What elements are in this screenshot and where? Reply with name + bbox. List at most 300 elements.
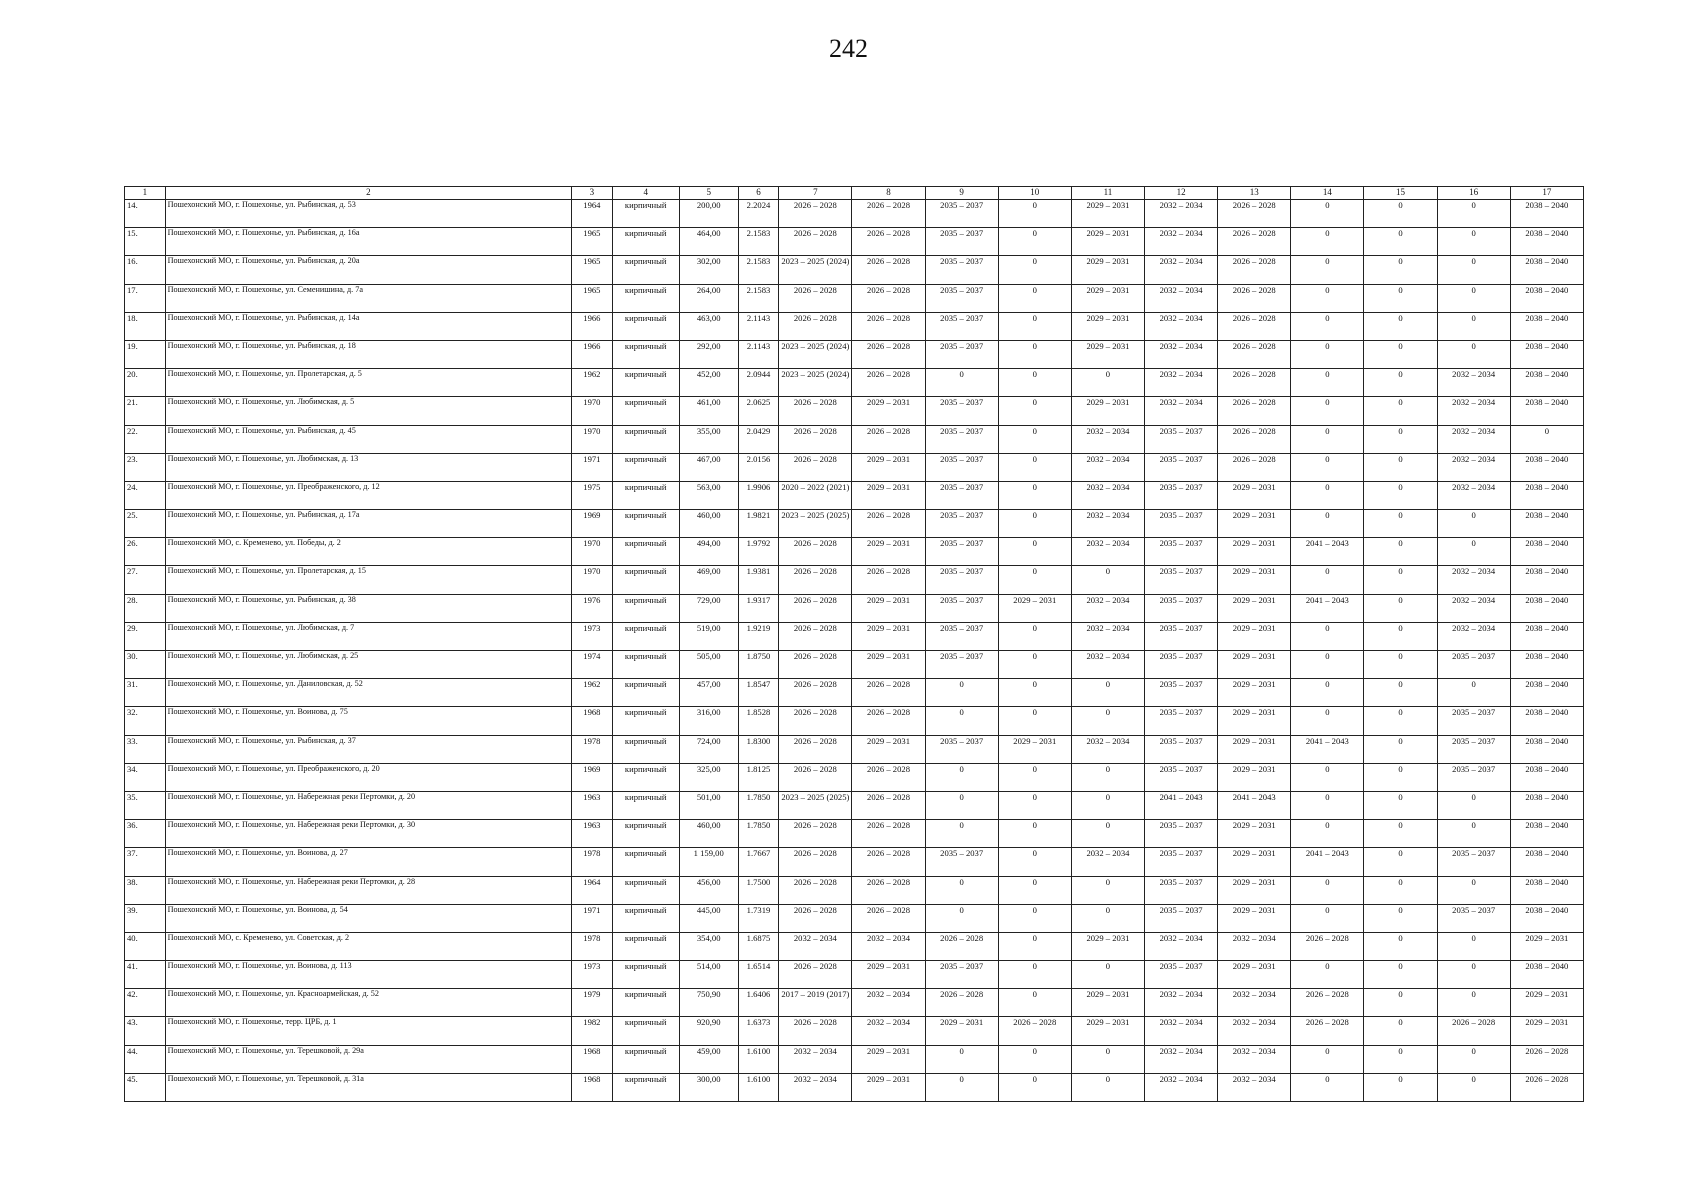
table-cell: 264,00 <box>679 284 738 312</box>
column-header: 3 <box>572 187 613 200</box>
table-cell: 501,00 <box>679 791 738 819</box>
table-cell: 1.8125 <box>738 763 779 791</box>
table-cell: 2026 – 2028 <box>852 904 925 932</box>
table-cell: 200,00 <box>679 200 738 228</box>
table-cell: 0 <box>1291 200 1364 228</box>
table-cell: кирпичный <box>612 284 679 312</box>
table-cell: 2032 – 2034 <box>1145 256 1218 284</box>
table-cell: 0 <box>1364 735 1437 763</box>
table-cell: 2032 – 2034 <box>852 1017 925 1045</box>
table-cell: 35. <box>125 791 166 819</box>
table-cell: 2032 – 2034 <box>1218 1073 1291 1101</box>
table-cell: 0 <box>1437 312 1510 340</box>
table-cell: 2035 – 2037 <box>925 397 998 425</box>
table-cell: 2029 – 2031 <box>852 594 925 622</box>
table-cell: 2029 – 2031 <box>852 453 925 481</box>
table-cell: 469,00 <box>679 566 738 594</box>
table-cell: 0 <box>1364 340 1437 368</box>
table-cell: 2029 – 2031 <box>1218 763 1291 791</box>
table-cell: 0 <box>925 820 998 848</box>
table-cell: Пошехонский МО, г. Пошехонье, ул. Семенишина, д. 7а <box>165 284 571 312</box>
table-cell: кирпичный <box>612 1017 679 1045</box>
table-cell: 0 <box>1510 425 1583 453</box>
table-cell: 0 <box>998 820 1071 848</box>
table-cell: 2041 – 2043 <box>1218 791 1291 819</box>
column-header: 8 <box>852 187 925 200</box>
table-cell: 2032 – 2034 <box>1145 1045 1218 1073</box>
table-cell: 0 <box>925 876 998 904</box>
table-cell: Пошехонский МО, г. Пошехонье, ул. Набережная реки Пертомки, д. 28 <box>165 876 571 904</box>
table-cell: 2029 – 2031 <box>1218 820 1291 848</box>
table-cell: 0 <box>998 622 1071 650</box>
table-cell: 2038 – 2040 <box>1510 707 1583 735</box>
table-row <box>125 397 1584 425</box>
table-cell: кирпичный <box>612 566 679 594</box>
table-cell: 1.9317 <box>738 594 779 622</box>
table-cell: 26. <box>125 538 166 566</box>
table-cell: 2032 – 2034 <box>1145 397 1218 425</box>
table-cell: 2029 – 2031 <box>852 651 925 679</box>
table-cell: Пошехонский МО, г. Пошехонье, ул. Любимская, д. 13 <box>165 453 571 481</box>
table-cell: 0 <box>998 707 1071 735</box>
table-cell: 2026 – 2028 <box>779 228 852 256</box>
table-cell: 2035 – 2037 <box>1145 876 1218 904</box>
table-cell: 0 <box>1364 453 1437 481</box>
table-cell: 2026 – 2028 <box>852 791 925 819</box>
table-cell: 2.2024 <box>738 200 779 228</box>
table-cell: 1 159,00 <box>679 848 738 876</box>
table-cell: 0 <box>925 904 998 932</box>
table-cell: 1968 <box>572 1045 613 1073</box>
table-cell: 0 <box>1364 228 1437 256</box>
table-cell: 0 <box>1071 763 1144 791</box>
table-cell: 1.7500 <box>738 876 779 904</box>
table-cell: 2017 – 2019 (2017) <box>779 989 852 1017</box>
table-cell: 0 <box>1364 932 1437 960</box>
table-cell: 445,00 <box>679 904 738 932</box>
table-cell: 2038 – 2040 <box>1510 848 1583 876</box>
table-cell: 2029 – 2031 <box>1218 538 1291 566</box>
table-cell: 2029 – 2031 <box>1071 228 1144 256</box>
table-cell: 2038 – 2040 <box>1510 340 1583 368</box>
table-cell: 2032 – 2034 <box>1145 1017 1218 1045</box>
table-cell: 2.1583 <box>738 228 779 256</box>
table-cell: кирпичный <box>612 312 679 340</box>
table-cell: 1965 <box>572 284 613 312</box>
table-cell: 729,00 <box>679 594 738 622</box>
table-cell: 2035 – 2037 <box>1437 735 1510 763</box>
table-cell: 2035 – 2037 <box>1437 904 1510 932</box>
table-row <box>125 679 1584 707</box>
table-cell: 1966 <box>572 312 613 340</box>
table-cell: 1.8547 <box>738 679 779 707</box>
table-cell: кирпичный <box>612 679 679 707</box>
table-cell: 460,00 <box>679 510 738 538</box>
table-cell: 461,00 <box>679 397 738 425</box>
table-cell: кирпичный <box>612 791 679 819</box>
table-cell: Пошехонский МО, г. Пошехонье, ул. Рыбинская, д. 14а <box>165 312 571 340</box>
table-cell: 2026 – 2028 <box>852 566 925 594</box>
table-cell: 2.0944 <box>738 369 779 397</box>
table-cell: 2035 – 2037 <box>925 481 998 509</box>
table-cell: 1969 <box>572 510 613 538</box>
table-cell: 0 <box>1291 481 1364 509</box>
table-cell: 0 <box>1364 1073 1437 1101</box>
table-cell: 0 <box>1364 594 1437 622</box>
table-cell: 18. <box>125 312 166 340</box>
table-cell: 2026 – 2028 <box>779 651 852 679</box>
table-cell: 325,00 <box>679 763 738 791</box>
table-cell: 1978 <box>572 735 613 763</box>
table-cell: 292,00 <box>679 340 738 368</box>
table-cell: 2026 – 2028 <box>852 228 925 256</box>
table-cell: 0 <box>1437 820 1510 848</box>
table-cell: 2026 – 2028 <box>852 284 925 312</box>
table-cell: 0 <box>1437 876 1510 904</box>
table-cell: 2032 – 2034 <box>1437 481 1510 509</box>
table-cell: 0 <box>1437 200 1510 228</box>
table-cell: 0 <box>998 791 1071 819</box>
table-cell: 452,00 <box>679 369 738 397</box>
table-cell: 2032 – 2034 <box>1437 566 1510 594</box>
table-cell: 0 <box>1071 1045 1144 1073</box>
table-cell: 2038 – 2040 <box>1510 622 1583 650</box>
table-cell: 1962 <box>572 679 613 707</box>
table-cell: 2032 – 2034 <box>1145 312 1218 340</box>
table-cell: 2032 – 2034 <box>1145 369 1218 397</box>
table-cell: 43. <box>125 1017 166 1045</box>
table-cell: кирпичный <box>612 397 679 425</box>
table-cell: 2.1143 <box>738 312 779 340</box>
table-cell: Пошехонский МО, г. Пошехонье, ул. Даниловская, д. 52 <box>165 679 571 707</box>
table-cell: 2026 – 2028 <box>1510 1073 1583 1101</box>
table-cell: 0 <box>1437 228 1510 256</box>
table-cell: 2029 – 2031 <box>852 961 925 989</box>
table-cell: 514,00 <box>679 961 738 989</box>
table-cell: 0 <box>998 651 1071 679</box>
table-cell: 32. <box>125 707 166 735</box>
table-cell: 0 <box>1364 566 1437 594</box>
table-cell: 34. <box>125 763 166 791</box>
table-cell: 1968 <box>572 707 613 735</box>
capital-repair-schedule-table <box>124 186 1584 1102</box>
table-cell: 2026 – 2028 <box>852 707 925 735</box>
table-cell: 0 <box>1291 876 1364 904</box>
table-cell: 2038 – 2040 <box>1510 256 1583 284</box>
table-cell: кирпичный <box>612 622 679 650</box>
table-cell: 2035 – 2037 <box>925 256 998 284</box>
table-cell: 2026 – 2028 <box>779 904 852 932</box>
table-cell: 2032 – 2034 <box>1071 651 1144 679</box>
table-cell: кирпичный <box>612 1073 679 1101</box>
table-cell: 316,00 <box>679 707 738 735</box>
table-cell: 2026 – 2028 <box>852 876 925 904</box>
table-cell: Пошехонский МО, г. Пошехонье, ул. Терешковой, д. 29а <box>165 1045 571 1073</box>
table-cell: 1962 <box>572 369 613 397</box>
capital-repair-schedule-table-wrapper <box>124 186 1584 1102</box>
table-cell: 15. <box>125 228 166 256</box>
table-cell: 1964 <box>572 200 613 228</box>
table-cell: кирпичный <box>612 707 679 735</box>
table-cell: 38. <box>125 876 166 904</box>
table-row <box>125 481 1584 509</box>
table-cell: Пошехонский МО, г. Пошехонье, ул. Воинова, д. 75 <box>165 707 571 735</box>
table-cell: 17. <box>125 284 166 312</box>
table-row <box>125 622 1584 650</box>
table-cell: 2035 – 2037 <box>1145 961 1218 989</box>
table-cell: Пошехонский МО, г. Пошехонье, ул. Рыбинская, д. 53 <box>165 200 571 228</box>
table-cell: 0 <box>998 510 1071 538</box>
table-cell: 2026 – 2028 <box>779 961 852 989</box>
table-cell: 2.0156 <box>738 453 779 481</box>
table-cell: 1.7850 <box>738 791 779 819</box>
column-header: 12 <box>1145 187 1218 200</box>
table-cell: кирпичный <box>612 932 679 960</box>
table-cell: 23. <box>125 453 166 481</box>
table-cell: кирпичный <box>612 763 679 791</box>
table-cell: 2026 – 2028 <box>1218 284 1291 312</box>
table-cell: 2029 – 2031 <box>1071 284 1144 312</box>
table-cell: 2035 – 2037 <box>1145 622 1218 650</box>
table-cell: 1970 <box>572 397 613 425</box>
table-cell: 2035 – 2037 <box>925 340 998 368</box>
table-cell: кирпичный <box>612 538 679 566</box>
table-cell: кирпичный <box>612 200 679 228</box>
table-cell: 2038 – 2040 <box>1510 904 1583 932</box>
table-cell: 31. <box>125 679 166 707</box>
table-cell: 24. <box>125 481 166 509</box>
table-cell: 28. <box>125 594 166 622</box>
table-cell: 2035 – 2037 <box>1145 651 1218 679</box>
table-cell: 19. <box>125 340 166 368</box>
table-cell: 1982 <box>572 1017 613 1045</box>
table-row <box>125 510 1584 538</box>
table-cell: 1964 <box>572 876 613 904</box>
table-cell: 2026 – 2028 <box>852 256 925 284</box>
table-cell: 2038 – 2040 <box>1510 679 1583 707</box>
table-cell: 1970 <box>572 425 613 453</box>
table-cell: кирпичный <box>612 510 679 538</box>
table-cell: Пошехонский МО, г. Пошехонье, ул. Рыбинская, д. 17а <box>165 510 571 538</box>
table-cell: 0 <box>1071 961 1144 989</box>
table-cell: 0 <box>998 679 1071 707</box>
table-cell: 0 <box>1364 425 1437 453</box>
table-cell: 2032 – 2034 <box>1145 228 1218 256</box>
table-cell: 2035 – 2037 <box>1145 763 1218 791</box>
table-cell: Пошехонский МО, г. Пошехонье, ул. Пролетарская, д. 5 <box>165 369 571 397</box>
table-cell: 1970 <box>572 538 613 566</box>
table-cell: 1978 <box>572 848 613 876</box>
table-cell: 2038 – 2040 <box>1510 876 1583 904</box>
table-cell: Пошехонский МО, г. Пошехонье, ул. Любимская, д. 7 <box>165 622 571 650</box>
table-cell: 2026 – 2028 <box>852 200 925 228</box>
table-cell: 1.9381 <box>738 566 779 594</box>
table-cell: кирпичный <box>612 735 679 763</box>
table-cell: 2029 – 2031 <box>1218 961 1291 989</box>
table-cell: 2032 – 2034 <box>779 932 852 960</box>
table-cell: 2026 – 2028 <box>1218 425 1291 453</box>
table-cell: 0 <box>1364 200 1437 228</box>
table-cell: 2026 – 2028 <box>1510 1045 1583 1073</box>
table-cell: 2038 – 2040 <box>1510 763 1583 791</box>
table-cell: 2041 – 2043 <box>1291 594 1364 622</box>
table-cell: 355,00 <box>679 425 738 453</box>
table-cell: 2029 – 2031 <box>1071 200 1144 228</box>
table-cell: 2.1143 <box>738 340 779 368</box>
table-cell: 2026 – 2028 <box>1218 228 1291 256</box>
table-cell: 2032 – 2034 <box>1218 989 1291 1017</box>
table-cell: 1.6875 <box>738 932 779 960</box>
column-header: 7 <box>779 187 852 200</box>
table-cell: 1970 <box>572 566 613 594</box>
table-cell: 2026 – 2028 <box>779 820 852 848</box>
table-cell: Пошехонский МО, г. Пошехонье, ул. Рыбинская, д. 16а <box>165 228 571 256</box>
table-cell: 0 <box>1071 876 1144 904</box>
table-cell: кирпичный <box>612 848 679 876</box>
table-cell: 2035 – 2037 <box>925 848 998 876</box>
table-cell: 2032 – 2034 <box>1145 200 1218 228</box>
table-cell: 1965 <box>572 256 613 284</box>
table-cell: 750,90 <box>679 989 738 1017</box>
table-cell: 0 <box>1071 791 1144 819</box>
table-cell: 2026 – 2028 <box>779 538 852 566</box>
table-row <box>125 735 1584 763</box>
table-cell: 2026 – 2028 <box>852 820 925 848</box>
table-cell: 0 <box>998 932 1071 960</box>
table-cell: 467,00 <box>679 453 738 481</box>
table-cell: кирпичный <box>612 453 679 481</box>
table-cell: 1965 <box>572 228 613 256</box>
table-row <box>125 876 1584 904</box>
table-cell: 2026 – 2028 <box>852 340 925 368</box>
table-cell: 2029 – 2031 <box>925 1017 998 1045</box>
table-cell: 2026 – 2028 <box>779 200 852 228</box>
page-number: 242 <box>829 34 868 63</box>
table-cell: 0 <box>1291 1045 1364 1073</box>
table-cell: 2032 – 2034 <box>1218 1045 1291 1073</box>
table-cell: 2038 – 2040 <box>1510 284 1583 312</box>
table-cell: 2035 – 2037 <box>1145 566 1218 594</box>
table-cell: 2029 – 2031 <box>1071 989 1144 1017</box>
table-cell: 464,00 <box>679 228 738 256</box>
table-cell: 0 <box>998 538 1071 566</box>
table-cell: 1975 <box>572 481 613 509</box>
table-cell: 0 <box>1437 538 1510 566</box>
table-cell: 354,00 <box>679 932 738 960</box>
table-cell: 2035 – 2037 <box>1145 538 1218 566</box>
table-cell: 42. <box>125 989 166 1017</box>
table-cell: 2035 – 2037 <box>1437 707 1510 735</box>
table-cell: 0 <box>998 763 1071 791</box>
table-cell: кирпичный <box>612 989 679 1017</box>
header-row <box>125 187 1584 200</box>
table-cell: 2038 – 2040 <box>1510 791 1583 819</box>
table-cell: 2038 – 2040 <box>1510 566 1583 594</box>
table-cell: 0 <box>1364 763 1437 791</box>
table-row <box>125 228 1584 256</box>
table-cell: 2026 – 2028 <box>779 707 852 735</box>
table-cell: 2032 – 2034 <box>1071 481 1144 509</box>
table-cell: 0 <box>1364 791 1437 819</box>
table-cell: 2029 – 2031 <box>1218 735 1291 763</box>
table-cell: 0 <box>1364 481 1437 509</box>
table-cell: 0 <box>998 425 1071 453</box>
table-row <box>125 791 1584 819</box>
table-cell: 1.7667 <box>738 848 779 876</box>
table-cell: 2029 – 2031 <box>1218 904 1291 932</box>
table-cell: 2023 – 2025 (2024) <box>779 256 852 284</box>
table-cell: 2026 – 2028 <box>925 989 998 1017</box>
table-cell: 2029 – 2031 <box>1218 566 1291 594</box>
table-cell: 2026 – 2028 <box>852 848 925 876</box>
table-cell: 2035 – 2037 <box>925 453 998 481</box>
table-cell: 0 <box>925 679 998 707</box>
table-cell: 2038 – 2040 <box>1510 228 1583 256</box>
table-cell: 2038 – 2040 <box>1510 735 1583 763</box>
table-cell: 2026 – 2028 <box>779 566 852 594</box>
table-cell: 0 <box>1291 284 1364 312</box>
table-cell: 0 <box>998 1045 1071 1073</box>
table-cell: 0 <box>1291 425 1364 453</box>
table-cell: 0 <box>1291 622 1364 650</box>
table-cell: 2029 – 2031 <box>1218 481 1291 509</box>
table-cell: 2029 – 2031 <box>1218 622 1291 650</box>
table-cell: 0 <box>1291 256 1364 284</box>
table-row <box>125 820 1584 848</box>
table-cell: кирпичный <box>612 961 679 989</box>
table-cell: 1.9821 <box>738 510 779 538</box>
table-cell: 2029 – 2031 <box>1218 594 1291 622</box>
table-cell: 2029 – 2031 <box>1071 256 1144 284</box>
table-cell: Пошехонский МО, г. Пошехонье, ул. Преображенского, д. 20 <box>165 763 571 791</box>
table-cell: кирпичный <box>612 256 679 284</box>
table-cell: 40. <box>125 932 166 960</box>
table-cell: 2026 – 2028 <box>1291 932 1364 960</box>
table-cell: 1.9792 <box>738 538 779 566</box>
table-cell: 1963 <box>572 820 613 848</box>
table-cell: кирпичный <box>612 425 679 453</box>
table-row <box>125 453 1584 481</box>
table-cell: 0 <box>1071 820 1144 848</box>
table-cell: 0 <box>1437 791 1510 819</box>
table-cell: 0 <box>1291 820 1364 848</box>
column-header: 11 <box>1071 187 1144 200</box>
table-cell: 0 <box>1364 397 1437 425</box>
table-cell: 2026 – 2028 <box>852 312 925 340</box>
table-cell: 0 <box>998 1073 1071 1101</box>
table-cell: Пошехонский МО, г. Пошехонье, ул. Рыбинская, д. 18 <box>165 340 571 368</box>
table-cell: 2035 – 2037 <box>1145 510 1218 538</box>
table-cell: Пошехонский МО, г. Пошехонье, терр. ЦРБ, д. 1 <box>165 1017 571 1045</box>
table-cell: 0 <box>998 284 1071 312</box>
table-cell: 2026 – 2028 <box>779 679 852 707</box>
table-cell: 2.0625 <box>738 397 779 425</box>
table-cell: 2035 – 2037 <box>1437 651 1510 679</box>
table-row <box>125 340 1584 368</box>
table-cell: 0 <box>1291 791 1364 819</box>
table-cell: 300,00 <box>679 1073 738 1101</box>
table-cell: 1.9219 <box>738 622 779 650</box>
table-cell: 1973 <box>572 961 613 989</box>
table-cell: 2029 – 2031 <box>852 538 925 566</box>
table-cell: 2032 – 2034 <box>1437 425 1510 453</box>
table-row <box>125 961 1584 989</box>
column-header: 17 <box>1510 187 1583 200</box>
table-cell: 2032 – 2034 <box>1071 425 1144 453</box>
table-cell: 2026 – 2028 <box>852 425 925 453</box>
table-cell: 1.6514 <box>738 961 779 989</box>
table-cell: 2035 – 2037 <box>925 538 998 566</box>
